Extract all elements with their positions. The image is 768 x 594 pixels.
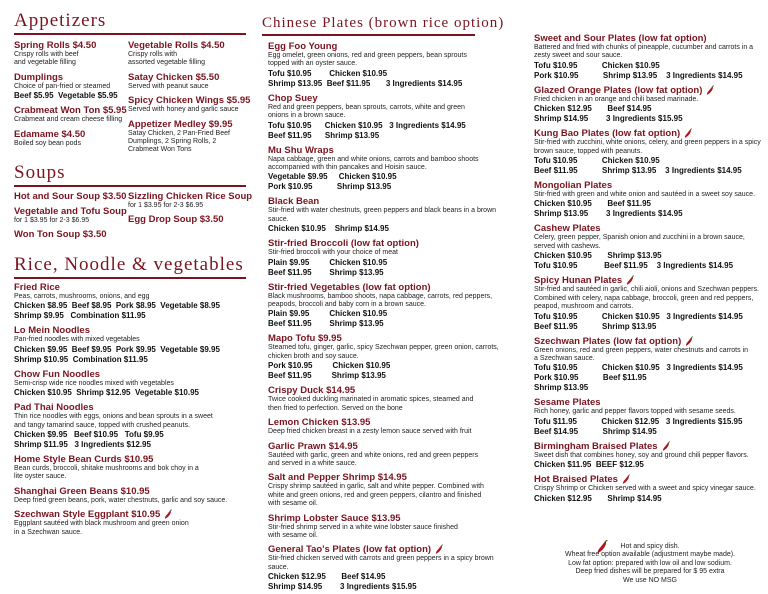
item-name-text: Egg Foo Young bbox=[268, 41, 338, 52]
item-name bbox=[268, 282, 513, 293]
menu-item bbox=[268, 417, 513, 436]
item-prices: Beef $11.95 Shrimp $13.95 bbox=[268, 319, 384, 329]
menu-item bbox=[128, 40, 253, 68]
item-description: Crispy rolls with beef bbox=[14, 51, 79, 58]
item-name bbox=[534, 180, 762, 191]
item-name-text: Glazed Orange Plates (low fat option) bbox=[534, 84, 703, 96]
item-description: Semi-crisp wide rice noodles mixed with vegetables bbox=[14, 379, 174, 387]
item-description: for 1 $3.95 for 2-3 $6.95 bbox=[14, 217, 90, 224]
item-name bbox=[14, 191, 129, 202]
item-description: Satay Chicken, 2 Pan-Fried Beef bbox=[128, 129, 230, 137]
menu-footnote bbox=[540, 543, 760, 585]
appetizers-rule bbox=[14, 33, 246, 35]
soups-left-column bbox=[14, 191, 129, 244]
chili-icon bbox=[621, 474, 631, 485]
item-name bbox=[268, 196, 513, 207]
item-description: Deep fried chicken breast in a zesty lemon sauce served with fruit bbox=[268, 428, 472, 436]
item-description: Stir-fried and sautéed in garlic, chili aioli, onions and Szechwan peppers. bbox=[534, 286, 759, 294]
item-prices: Pork $10.95 Chicken $10.95 bbox=[268, 361, 391, 371]
item-description: Choice of pan-fried or steamed bbox=[14, 82, 111, 90]
item-name-text: Mongolian Plates bbox=[534, 180, 613, 192]
soups-right-column bbox=[128, 191, 253, 229]
item-description: Crabmeat and cream cheese filling bbox=[14, 116, 123, 124]
item-name bbox=[14, 40, 129, 51]
item-prices: Shrimp $11.95 3 Ingredients $12.95 bbox=[14, 440, 151, 450]
menu-item bbox=[14, 486, 254, 505]
item-name-text: Satay Chicken $5.50 bbox=[128, 71, 220, 83]
menu-item bbox=[534, 180, 762, 219]
menu-item bbox=[128, 191, 253, 210]
item-name bbox=[534, 441, 762, 452]
item-prices: Shrimp $14.95 3 Ingredients $15.95 bbox=[268, 582, 417, 592]
item-description: Crispy Shrimp or Chicken served with a sweet and spicy vinegar sauce. bbox=[534, 485, 756, 493]
item-prices: Beef $11.95 Shrimp $13.95 bbox=[268, 267, 384, 277]
item-prices: Chicken $9.95 Beef $9.95 Pork $9.95 Vegetable $9.95 bbox=[14, 344, 220, 354]
item-description: zesty sweet and sour sauce. bbox=[534, 52, 623, 60]
item-name bbox=[14, 509, 254, 520]
item-name-text: Lo Mein Noodles bbox=[14, 325, 90, 337]
item-name bbox=[268, 238, 513, 249]
item-name bbox=[268, 93, 513, 104]
item-name-text: Stir-fried Vegetables (low fat option) bbox=[268, 281, 431, 293]
item-name-text: Dumplings bbox=[14, 71, 64, 83]
item-name-text: Sesame Plates bbox=[534, 397, 601, 409]
menu-item bbox=[534, 85, 762, 124]
item-name-text: Shanghai Green Beans $10.95 bbox=[14, 485, 150, 497]
item-name-text: Chop Suey bbox=[268, 92, 318, 104]
menu-item bbox=[14, 282, 254, 321]
item-prices: Chicken $12.95 Beef $14.95 bbox=[534, 104, 652, 114]
item-name bbox=[14, 486, 254, 497]
menu-item bbox=[128, 95, 253, 114]
item-name bbox=[128, 95, 253, 106]
item-name-text: Appetizer Medley $9.95 bbox=[128, 118, 233, 130]
item-prices: Vegetable $9.95 Chicken $10.95 bbox=[268, 172, 397, 182]
menu-item bbox=[14, 509, 254, 537]
chili-icon bbox=[705, 85, 715, 96]
chili-icon bbox=[163, 509, 173, 520]
menu-item bbox=[14, 229, 129, 240]
item-name bbox=[534, 128, 762, 139]
item-prices: Tofu $10.95 Chicken $10.95 bbox=[534, 156, 660, 166]
item-name-text: Edamame $4.50 bbox=[14, 128, 86, 140]
menu-item bbox=[14, 191, 129, 202]
menu-item bbox=[268, 41, 513, 89]
item-prices: Shrimp $14.95 3 Ingredients $15.95 bbox=[534, 114, 683, 124]
menu-item bbox=[128, 214, 253, 225]
menu-item bbox=[14, 402, 254, 450]
item-name-text: Mu Shu Wraps bbox=[268, 144, 334, 156]
item-prices: Plain $9.95 Chicken $10.95 bbox=[268, 309, 388, 319]
item-name bbox=[14, 206, 129, 217]
soups-heading: Soups bbox=[14, 162, 66, 183]
item-description: lite oyster sauce. bbox=[14, 473, 67, 481]
item-prices: Chicken $10.95 Beef $11.95 bbox=[534, 199, 651, 209]
item-description: Pan-fried noodles with mixed vegetables bbox=[14, 336, 140, 344]
item-name-text: Pad Thai Noodles bbox=[14, 402, 94, 414]
item-name bbox=[14, 454, 254, 465]
item-name bbox=[534, 223, 762, 234]
item-name bbox=[534, 336, 762, 347]
item-name bbox=[14, 229, 129, 240]
footnote-line: Deep fried dishes will be prepared for $ 95 extra bbox=[575, 568, 725, 576]
item-name bbox=[128, 191, 253, 202]
menu-item bbox=[268, 282, 513, 330]
menu-item bbox=[14, 454, 254, 482]
item-name-text: Won Ton Soup $3.50 bbox=[14, 229, 107, 241]
item-name-text: Spicy Hunan Plates bbox=[534, 275, 623, 287]
item-name-text: Sizzling Chicken Rice Soup bbox=[128, 191, 253, 202]
item-name-text: Crispy Duck $14.95 bbox=[268, 385, 356, 397]
menu-item bbox=[534, 397, 762, 436]
item-name-text: Shrimp Lobster Sauce $13.95 bbox=[268, 512, 401, 524]
item-description: with sesame oil. bbox=[268, 531, 318, 539]
item-prices: Chicken $12.95 Beef $14.95 bbox=[268, 572, 386, 582]
item-name-text: Szechwan Style Eggplant $10.95 bbox=[14, 509, 161, 521]
item-name bbox=[534, 474, 762, 485]
item-name bbox=[268, 417, 513, 428]
menu-item bbox=[534, 441, 762, 470]
item-name-text: Salt and Pepper Shrimp $14.95 bbox=[268, 472, 407, 484]
menu-item bbox=[14, 325, 254, 364]
item-description: in a Szechwan sauce. bbox=[14, 528, 83, 536]
rice-heading: Rice, Noodle & vegetables bbox=[14, 254, 244, 275]
menu-item bbox=[534, 336, 762, 394]
footnote-line: Hot and spicy dish. bbox=[620, 543, 680, 550]
chinese-plates-heading: Chinese Plates (brown rice option) bbox=[262, 15, 505, 31]
item-description: Deep fried green beans, pork, water chestnuts, garlic and soy sauce. bbox=[14, 496, 228, 504]
menu-item bbox=[268, 472, 513, 508]
item-description: Combined with celery, napa cabbage, broccoli, green and red peppers, bbox=[534, 294, 754, 302]
item-prices: Chicken $11.95 BEEF $12.95 bbox=[534, 460, 644, 470]
chili-icon bbox=[434, 544, 444, 555]
item-description: Stir-fried with water chestnuts, green peppers and black beans in a brown sauce. bbox=[268, 207, 497, 223]
item-prices: Shrimp $13.95 3 Ingredients $14.95 bbox=[534, 209, 683, 219]
item-name-text: Garlic Prawn $14.95 bbox=[268, 440, 358, 452]
item-name bbox=[268, 145, 513, 156]
menu-item bbox=[268, 513, 513, 541]
item-description: with sesame oil. bbox=[268, 500, 318, 508]
menu-item bbox=[14, 72, 129, 101]
item-description: peapod, mushroom and carrots. bbox=[534, 303, 634, 311]
item-description: Dumplings, 2 Spring Rolls, 2 bbox=[128, 138, 217, 146]
item-name bbox=[268, 385, 513, 396]
item-description: Napa cabbage, green and white onions, carrots and bamboo shoots bbox=[268, 155, 479, 163]
item-description: Celery, green pepper, Spanish onion and zucchini in a brown sauce, bbox=[534, 234, 745, 242]
menu-item bbox=[14, 105, 129, 124]
item-name-text: Hot Braised Plates bbox=[534, 474, 618, 486]
item-name-text: Stir-fried Broccoli (low fat option) bbox=[268, 238, 419, 250]
menu-item bbox=[14, 40, 129, 68]
item-prices: Pork $10.95 Beef $11.95 bbox=[534, 373, 647, 383]
item-prices: Beef $11.95 Shrimp $13.95 3 Ingredients $14.95 bbox=[534, 166, 742, 176]
item-description: Rich honey, garlic and pepper flavors topped with sesame seeds. bbox=[534, 408, 736, 416]
item-name bbox=[128, 72, 253, 83]
menu-item bbox=[14, 369, 254, 398]
menu-item bbox=[128, 72, 253, 91]
menu-item bbox=[534, 223, 762, 271]
item-name bbox=[14, 402, 254, 413]
item-description: Stir-fried with green and white onion and sautéed in a sweet soy sauce. bbox=[534, 191, 756, 199]
item-prices: Chicken $10.95 Shrimp $12.95 Vegetable $10.95 bbox=[14, 388, 199, 398]
item-description: peapods, broccoli and baby corn in a brown sauce. bbox=[268, 301, 426, 309]
item-name bbox=[14, 325, 254, 336]
item-name-text: Sweet and Sour Plates (low fat option) bbox=[534, 33, 707, 44]
item-description: Served with honey and garlic sauce bbox=[128, 106, 239, 114]
menu-item bbox=[268, 196, 513, 234]
chinese-plates-column bbox=[268, 41, 513, 594]
item-name bbox=[534, 397, 762, 408]
item-description: Twice cooked duckling marinated in aromatic spices, steamed and bbox=[268, 396, 474, 404]
item-prices: Tofu $10.95 Chicken $10.95 3 Ingredients $14.95 bbox=[268, 120, 466, 130]
item-prices: Beef $11.95 Shrimp $13.95 bbox=[534, 321, 657, 331]
chinese-plates-rule bbox=[262, 34, 475, 36]
item-description: Eggplant sautéed with black mushroom and green onion bbox=[14, 520, 189, 528]
item-prices: Beef $11.95 Shrimp $13.95 bbox=[268, 371, 386, 381]
menu-item bbox=[14, 206, 129, 225]
item-description: Stir-fried shrimp served in a white wine lobster sauce finished bbox=[268, 523, 458, 531]
item-description: Green onions, red and green peppers, water chestnuts and carrots in bbox=[534, 346, 749, 354]
item-name bbox=[14, 72, 129, 83]
item-name bbox=[534, 275, 762, 286]
item-description: Bean curds, broccoli, shitake mushrooms and bok choy in a bbox=[14, 465, 199, 473]
item-description: served with cashews. bbox=[534, 242, 601, 250]
rice-rule bbox=[14, 277, 246, 279]
item-prices: Pork $10.95 Shrimp $13.95 bbox=[268, 182, 392, 192]
item-description: and served in a white sauce. bbox=[268, 459, 357, 467]
item-description: Boiled soy bean pods bbox=[14, 139, 81, 147]
item-prices: Chicken $8.95 Beef $8.95 Pork $8.95 Vegetable $8.95 bbox=[14, 301, 220, 311]
item-name-text: Black Bean bbox=[268, 196, 320, 208]
menu-item bbox=[268, 441, 513, 469]
item-description: Sweet dish that combines honey, soy and ground chili pepper flavors. bbox=[534, 451, 749, 459]
rice-column bbox=[14, 282, 254, 541]
item-name-text: General Tao's Plates (low fat option) bbox=[268, 544, 432, 556]
item-description: and vegetable filling bbox=[14, 59, 76, 67]
item-description: assorted vegetable filling bbox=[128, 59, 206, 67]
appetizers-right-column bbox=[128, 40, 253, 159]
chili-icon bbox=[683, 128, 693, 139]
item-name-text: Birmingham Braised Plates bbox=[534, 440, 658, 452]
item-prices: Tofu $10.95 Chicken $10.95 3 Ingredients $14.95 bbox=[534, 311, 743, 321]
item-name-text: Szechwan Plates (low fat option) bbox=[534, 335, 682, 347]
item-name-text: Fried Rice bbox=[14, 282, 60, 293]
item-description: Sautéed with garlic, green and white onions, red and green peppers bbox=[268, 451, 479, 459]
item-prices: Plain $9.95 Chicken $10.95 bbox=[268, 257, 388, 267]
item-name bbox=[534, 33, 762, 44]
item-name-text: Spicy Chicken Wings $5.95 bbox=[128, 95, 251, 107]
item-description: Fried chicken in an orange and chili based marinade. bbox=[534, 95, 699, 103]
item-prices: Chicken $12.95 Shrimp $14.95 bbox=[534, 493, 662, 503]
item-name bbox=[128, 119, 253, 130]
item-description: chicken broth and soy sauce. bbox=[268, 352, 359, 360]
footnote-line: Low fat option: prepared with low oil and low sodium. bbox=[568, 559, 732, 567]
appetizers-left-column bbox=[14, 40, 129, 152]
menu-item bbox=[268, 544, 513, 592]
menu-item bbox=[534, 474, 762, 503]
menu-item bbox=[534, 33, 762, 81]
item-prices: Tofu $10.95 Beef $11.95 3 Ingredients $14.95 bbox=[534, 261, 734, 271]
item-prices: Beef $11.95 Shrimp $13.95 bbox=[268, 130, 380, 140]
chili-icon bbox=[661, 441, 671, 452]
item-description: Crispy shrimp sautéed in garlic, salt and white pepper. Combined with bbox=[268, 483, 484, 491]
menu-item bbox=[268, 385, 513, 413]
item-description: onions in a brown sauce. bbox=[268, 112, 346, 120]
item-name-text: Spring Rolls $4.50 bbox=[14, 40, 97, 51]
item-name bbox=[268, 472, 513, 483]
item-prices: Beef $14.95 Shrimp $14.95 bbox=[534, 426, 657, 436]
menu-item bbox=[14, 129, 129, 148]
item-name bbox=[534, 85, 762, 96]
item-description: Served with peanut sauce bbox=[128, 82, 209, 90]
item-name bbox=[14, 369, 254, 380]
item-prices: Tofu $10.95 Chicken $10.95 3 Ingredients $14.95 bbox=[534, 363, 743, 373]
item-name-text: Kung Bao Plates (low fat option) bbox=[534, 128, 681, 140]
item-prices: Shrimp $9.95 Combination $11.95 bbox=[14, 311, 146, 321]
item-prices: Chicken $10.95 Shrimp $14.95 bbox=[268, 224, 389, 234]
item-description: a Szechwan sauce. bbox=[534, 354, 595, 362]
item-description: for 1 $3.95 for 2-3 $6.95 bbox=[128, 202, 204, 209]
item-description: Thin rice noodles with eggs, onions and bean sprouts in a sweet bbox=[14, 413, 213, 421]
item-name-text: Hot and Sour Soup $3.50 bbox=[14, 191, 127, 202]
item-description: and tangy tamarind sauce, topped with crushed peanuts. bbox=[14, 421, 190, 429]
menu-item bbox=[128, 119, 253, 155]
item-prices: Shrimp $13.95 bbox=[534, 383, 589, 393]
menu-item bbox=[268, 238, 513, 277]
item-description: brown sauce, topped with peanuts. bbox=[534, 147, 643, 155]
item-description: accompanied with thin pancakes and Hoisin sauce. bbox=[268, 164, 427, 172]
item-prices: Pork $10.95 Shrimp $13.95 3 Ingredients $14.95 bbox=[534, 70, 743, 80]
menu-item bbox=[268, 93, 513, 141]
soups-rule bbox=[14, 185, 246, 187]
chili-icon bbox=[625, 275, 635, 286]
item-prices: Chicken $10.95 Shrimp $13.95 bbox=[534, 251, 662, 261]
item-description: topped with an oyster sauce. bbox=[268, 60, 358, 68]
item-description: white and green onions, red and green peppers, cilantro and finished bbox=[268, 491, 482, 499]
item-description: Steamed tofu, ginger, garlic, spicy Szechwan pepper, green onion, carrots, bbox=[268, 344, 499, 352]
menu-item bbox=[534, 128, 762, 176]
item-prices: Beef $5.95 Vegetable $5.95 bbox=[14, 91, 118, 101]
footnote-line: Wheat free option available (adjustment maybe made). bbox=[564, 551, 736, 559]
item-description: Crispy rolls with bbox=[128, 51, 178, 58]
item-description: Stir-fried broccoli with your choice of meat bbox=[268, 249, 398, 257]
item-name-text: Crabmeat Won Ton $5.95 bbox=[14, 105, 127, 117]
item-prices: Tofu $11.95 Chicken $12.95 3 Ingredients $15.95 bbox=[534, 416, 743, 426]
item-prices: Tofu $10.95 Chicken $10.95 bbox=[534, 60, 660, 70]
item-name-text: Mapo Tofu $9.95 bbox=[268, 333, 342, 345]
item-description: Peas, carrots, mushrooms, onions, and egg bbox=[14, 293, 150, 300]
item-name bbox=[14, 105, 129, 116]
chili-icon bbox=[684, 336, 694, 347]
item-prices: Shrimp $10.95 Combination $11.95 bbox=[14, 354, 148, 364]
item-name-text: Lemon Chicken $13.95 bbox=[268, 417, 371, 429]
item-name bbox=[268, 544, 513, 555]
item-name-text: Egg Drop Soup $3.50 bbox=[128, 214, 224, 226]
item-name bbox=[14, 282, 254, 293]
item-description: Black mushrooms, bamboo shoots, napa cabbage, carrots, red peppers, bbox=[268, 292, 493, 300]
item-name bbox=[128, 40, 253, 51]
footnote-line: We use NO MSG bbox=[623, 576, 677, 584]
item-name-text: Home Style Bean Curds $10.95 bbox=[14, 454, 154, 466]
item-name bbox=[128, 214, 253, 225]
item-name-text: Chow Fun Noodles bbox=[14, 368, 101, 380]
item-prices: Tofu $10.95 Chicken $10.95 bbox=[268, 68, 388, 78]
item-description: Crabmeat Won Tons bbox=[128, 146, 192, 154]
item-name-text: Vegetable Rolls $4.50 bbox=[128, 40, 225, 51]
item-name bbox=[268, 513, 513, 524]
item-name bbox=[14, 129, 129, 140]
menu-item bbox=[268, 145, 513, 193]
item-description: Battered and fried with chunks of pineapple, cucumber and carrots in a bbox=[534, 44, 754, 51]
menu-item bbox=[268, 333, 513, 381]
item-description: Stir-fried chicken served with carrots and green peppers in a spicy brown sauce. bbox=[268, 555, 494, 571]
item-description: Stir-fried with zucchini, white onions, celery, and green peppers in a spicy bbox=[534, 139, 761, 147]
item-name bbox=[268, 441, 513, 452]
menu-item bbox=[534, 275, 762, 331]
item-name-text: Cashew Plates bbox=[534, 223, 601, 235]
item-name bbox=[268, 41, 513, 52]
item-prices: Chicken $9.95 Beef $10.95 Tofu $9.95 bbox=[14, 430, 164, 440]
appetizers-heading: Appetizers bbox=[14, 10, 107, 31]
item-prices: Shrimp $13.95 Beef $11.95 3 Ingredients $14.95 bbox=[268, 78, 463, 88]
item-description: then fried to perfection. Served on the bone bbox=[268, 404, 403, 412]
item-description: Egg omelet, green onions, red and green peppers, bean sprouts bbox=[268, 52, 467, 59]
item-name bbox=[268, 333, 513, 344]
item-name-text: Vegetable and Tofu Soup bbox=[14, 206, 127, 217]
right-plates-column bbox=[534, 33, 762, 508]
item-description: Red and green peppers, bean sprouts, carrots, white and green bbox=[268, 103, 465, 111]
